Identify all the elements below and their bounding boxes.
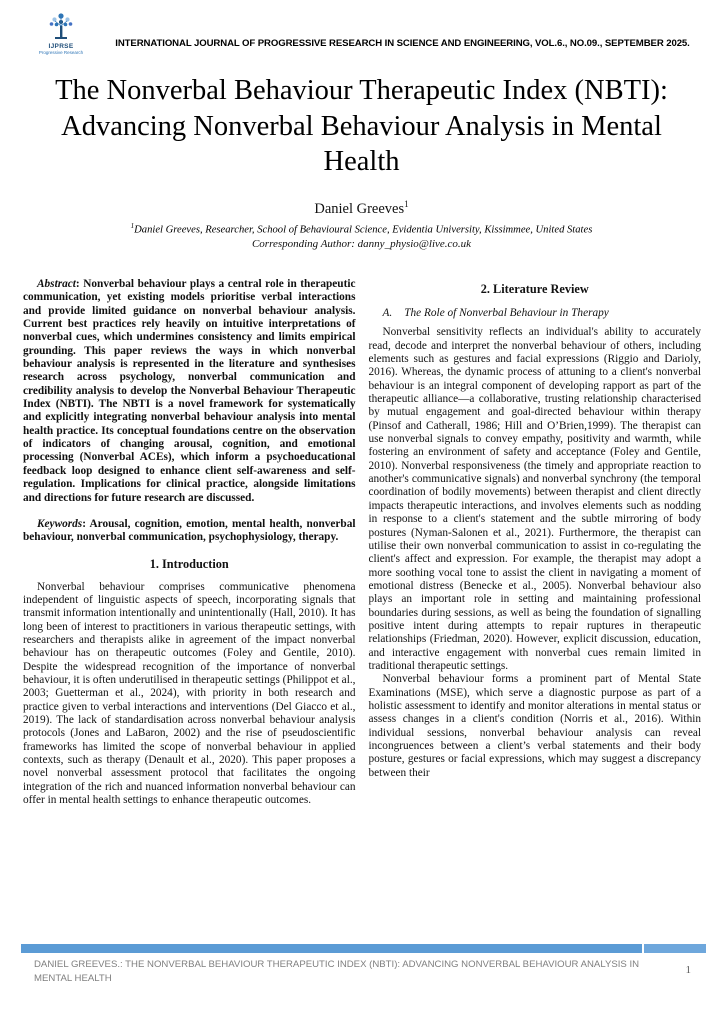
affiliation-text: Daniel Greeves, Researcher, School of Behavioural Science, Evidentia University, Kissimmee, United States <box>134 224 593 236</box>
section-heading-literature-review: 2. Literature Review <box>480 282 589 296</box>
literature-review-paragraph-2: Nonverbal behaviour forms a prominent part of Mental State Examinations (MSE), which serve a diagnostic purpose as part of a holistic assessment to identify and monitor alterations in mental status or assess changes in a client's condition (Norris et al., 2016). Within individual sessions, nonverbal behaviour analysis can reveal incongruences between a client’s verbal statements and their body posture, gestures or facial expressions, which may suggest a discrepancy between their <box>368 673 701 779</box>
author-superscript: 1 <box>404 199 409 209</box>
journal-logo <box>32 10 90 55</box>
logo-acronym: IJPRSE <box>48 43 74 50</box>
footer-accent-bar <box>21 944 706 953</box>
logo-tagline: Progressive Research <box>38 50 84 55</box>
journal-header <box>0 8 723 66</box>
paper-body <box>23 278 701 807</box>
abstract-label: Abstract <box>37 278 76 290</box>
abstract-text: : Nonverbal behaviour plays a central role in therapeutic communication, yet existing models prioritise verbal interactions and provide limited guidance on nonverbal behaviour analysis. Current best practices rely heavily on intuitive interpretations of nonverbal cues, which undermines consistency and limits empirical grounding. This paper reviews the ways in which nonverbal behaviour analysis is represented in the literature and synthesises research across psychology, nonverbal communication and credibility analysis to develop the Nonverbal Behaviour Therapeutic Index (NBTI). The NBTI is a novel framework for systematically and explicitly integrating nonverbal behaviour analysis into mental health practice. Its conceptual foundations centre on the observation of indicators of changing arousal, cognition, and emotional processing (Nonverbal ACEs), which inform a psychoeducational feedback loop designed to enhance client self-awareness and self-regulation. Implications for clinical practice, alongside limitations and directions for future research are discussed. <box>23 278 356 504</box>
author-affiliation <box>0 222 723 236</box>
abstract-paragraph <box>23 278 356 505</box>
introduction-paragraph: Nonverbal behaviour comprises communicative phenomena independent of linguistic aspects of speech, incorporating signals that transmit information intentionally and unintentionally (Hall, 2010). It has long been of interest to practitioners in various therapeutic settings, with researchers and therapists alike in agreement of the impact nonverbal behaviour has on therapeutic outcomes (Foley and Gentile, 2010). Despite the widespread recognition of the importance of nonverbal behaviour, it is often underutilised in therapeutic settings (Philippot et al., 2003; Guetterman et al., 2024), with priority in both research and practice given to verbal interactions and interventions (Del Giacco et al., 2019). The lack of standardisation across nonverbal behaviour analysis protocols (Jones and LaBaron, 2002) and the rise of pseudoscientific frameworks has limited the scope of nonverbal behaviour in applied contexts, such as therapy (Denault et al., 2020). This paper proposes a novel nonverbal assessment protocol that facilitates the ongoing integration of the rich and nuanced information nonverbal behaviour can offer in mental health settings to enhance therapeutic outcomes. <box>23 580 356 807</box>
paper-title: The Nonverbal Behaviour Therapeutic Index (NBTI): Advancing Nonverbal Behaviour Analysis in Mental Health <box>55 75 668 177</box>
keywords-label: Keywords <box>37 517 83 530</box>
keywords-text: : Arousal, cognition, emotion, mental health, nonverbal behaviour, nonverbal communication, psychophysiology, therapy. <box>23 517 356 544</box>
right-column <box>369 278 702 807</box>
corresponding-author-line: Corresponding Author: danny_physio@live.co.uk <box>251 238 472 250</box>
journal-title-line: INTERNATIONAL JOURNAL OF PROGRESSIVE RESEARCH IN SCIENCE AND ENGINEERING, VOL.6., NO.09., SEPTEMBER 2025. <box>115 38 690 49</box>
affiliation-superscript: 1 <box>130 222 135 230</box>
page-footer <box>34 958 705 986</box>
tree-icon <box>32 10 90 42</box>
keywords-paragraph <box>23 518 356 545</box>
section-heading-introduction: 1. Introduction <box>149 556 229 571</box>
literature-review-paragraph-1: Nonverbal sensitivity reflects an individual's ability to accurately read, decode and interpret the nonverbal behaviour of others, including elements such as gestures and facial expressions (Riggio and Darioly, 2016). Whereas, the dynamic process of attuning to a client's nonverbal behaviour is an integral component of developing rapport as part of the therapeutic alliance—a collaborative, trusting relationship characterised by mutual engagement and goal-directed behaviour within therapy (Pinsof and Catherall, 1986; Hill and O’Brien,1999). The therapist can use nonverbal signals to convey empathy, positivity and warmth, while fostering an environment of safety and acceptance (Foley and Gentile, 2010). Nonverbal responsiveness (the timely and appropriate reaction to another's communicative signals) and nonverbal synchrony (the temporal coordination of bodily movements) between therapist and client directly impacts therapeutic interactions, and involves elements such as nodding in response to a client's statement and the subtle mirroring of body postures (Nyman-Salonen et al., 2021). Furthermore, the therapist can utilise their own nonverbal communication to assist in co-regulating the client's affect and expression. For example, the therapist may adopt a more soothing vocal tone to assist the client in navigating a moment of emotional distress (Benecke et al., 2005). Nonverbal behaviour also plays an important role in setting and maintaining professional boundaries during sessions, as well as being the foundation of signalling positive intent during attempts to repair ruptures in therapeutic relationships (Friedman, 2020). However, explicit discussion, education, and interactive engagement with nonverbal cues remain limited in traditional therapeutic settings. <box>368 326 701 672</box>
subsection-heading-a <box>369 307 702 320</box>
footer-bar-end-segment <box>644 944 706 953</box>
left-column <box>23 278 356 807</box>
page-number: 1 <box>685 964 691 976</box>
subsection-title: The Role of Nonverbal Behaviour in Therapy <box>404 307 609 319</box>
subsection-label: A. <box>382 307 393 319</box>
author-name <box>0 199 723 218</box>
footer-bar-main-segment <box>21 944 642 953</box>
author-name-text: Daniel Greeves <box>314 200 405 217</box>
running-head: DANIEL GREEVES.: THE NONVERBAL BEHAVIOUR THERAPEUTIC INDEX (NBTI): ADVANCING NONVERBAL BEHAVIOUR ANALYSIS IN MENTAL HEALTH <box>34 959 640 984</box>
